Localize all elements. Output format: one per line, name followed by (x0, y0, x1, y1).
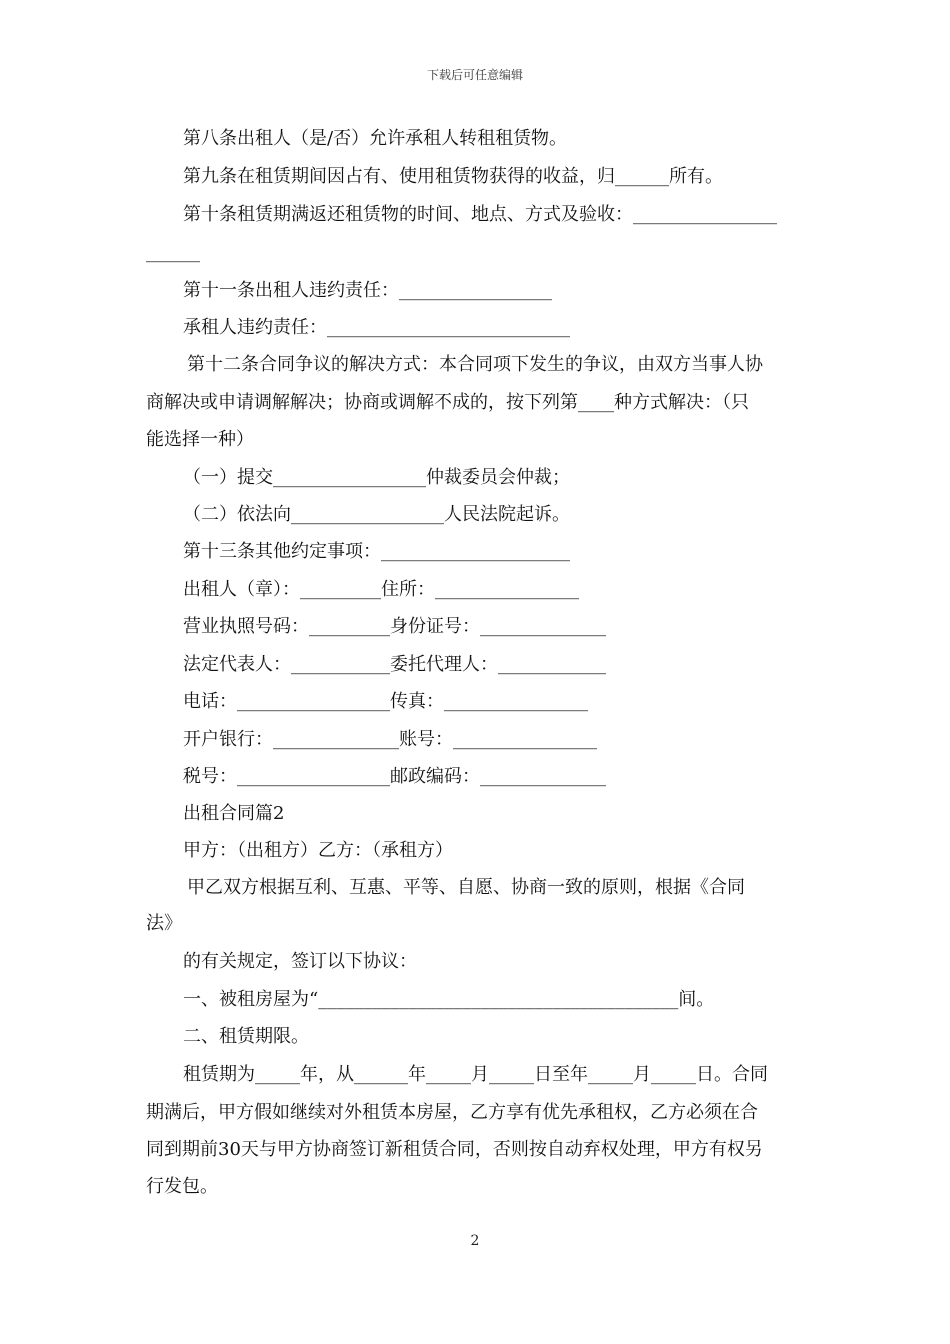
clause-8: 第八条出租人（是/否）允许承租人转租租赁物。 (183, 128, 568, 149)
representative-agent: 法定代表人：___________委托代理人：____________ (183, 654, 606, 675)
term-paragraph-line2: 期满后，甲方假如继续对外租赁本房屋，乙方享有优先承租权，乙方必须在合 (146, 1102, 758, 1123)
term-paragraph-line4: 行发包。 (146, 1176, 218, 1197)
preamble: 甲乙双方根据互利、互惠、平等、自愿、协商一致的原则，根据《合同 (187, 877, 745, 898)
page-header: 下载后可任意编辑 (426, 68, 523, 82)
clause-10-continued: ______ (146, 242, 200, 263)
license-id-number: 营业执照号码：_________身份证号：______________ (183, 616, 606, 637)
clause-9: 第九条在租赁期间因占有、使用租赁物获得的收益，归______所有。 (183, 166, 723, 187)
tax-postcode: 税号：_________________邮政编码：______________ (183, 766, 606, 787)
term-paragraph: 租赁期为_____年，从______年_____月_____日至年_____月_____日。合同 (183, 1064, 768, 1085)
phone-fax: 电话：_________________传真：________________ (183, 691, 588, 712)
clause-13: 第十三条其他约定事项：_____________________ (183, 541, 570, 562)
bank-account: 开户银行：______________账号：________________ (183, 729, 597, 750)
lessee-liability: 承租人违约责任：___________________________ (183, 317, 570, 338)
clause-12: 第十二条合同争议的解决方式：本合同项下发生的争议，由双方当事人协 (187, 354, 763, 375)
clause-12-line3: 能选择一种） (146, 429, 254, 450)
option-2: （二）依法向_________________人民法院起诉。 (183, 504, 570, 525)
section-title-2: 出租合同篇2 (183, 803, 285, 824)
clause-10: 第十条租赁期满返还租赁物的时间、地点、方式及验收：________________ (183, 204, 777, 225)
option-1: （一）提交_________________仲裁委员会仲裁； (183, 467, 570, 488)
lessor-seal-address: 出租人（章）：_________住所：________________ (183, 579, 579, 600)
clause-11: 第十一条出租人违约责任：_________________ (183, 280, 552, 301)
parties: 甲方：（出租方）乙方：（承租方） (183, 840, 453, 861)
page-number: 2 (470, 1233, 480, 1249)
item-1-premises: 一、被租房屋为“________________________________________间。 (183, 989, 715, 1010)
preamble-line3: 的有关规定，签订以下协议： (183, 951, 417, 972)
item-2-term: 二、租赁期限。 (183, 1026, 309, 1047)
preamble-line2: 法》 (146, 913, 182, 934)
term-paragraph-line3: 同到期前30天与甲方协商签订新租赁合同，否则按自动弃权处理，甲方有权另 (146, 1139, 763, 1160)
clause-12-line2: 商解决或申请调解解决；协商或调解不成的，按下列第____种方式解决：（只 (146, 392, 749, 413)
